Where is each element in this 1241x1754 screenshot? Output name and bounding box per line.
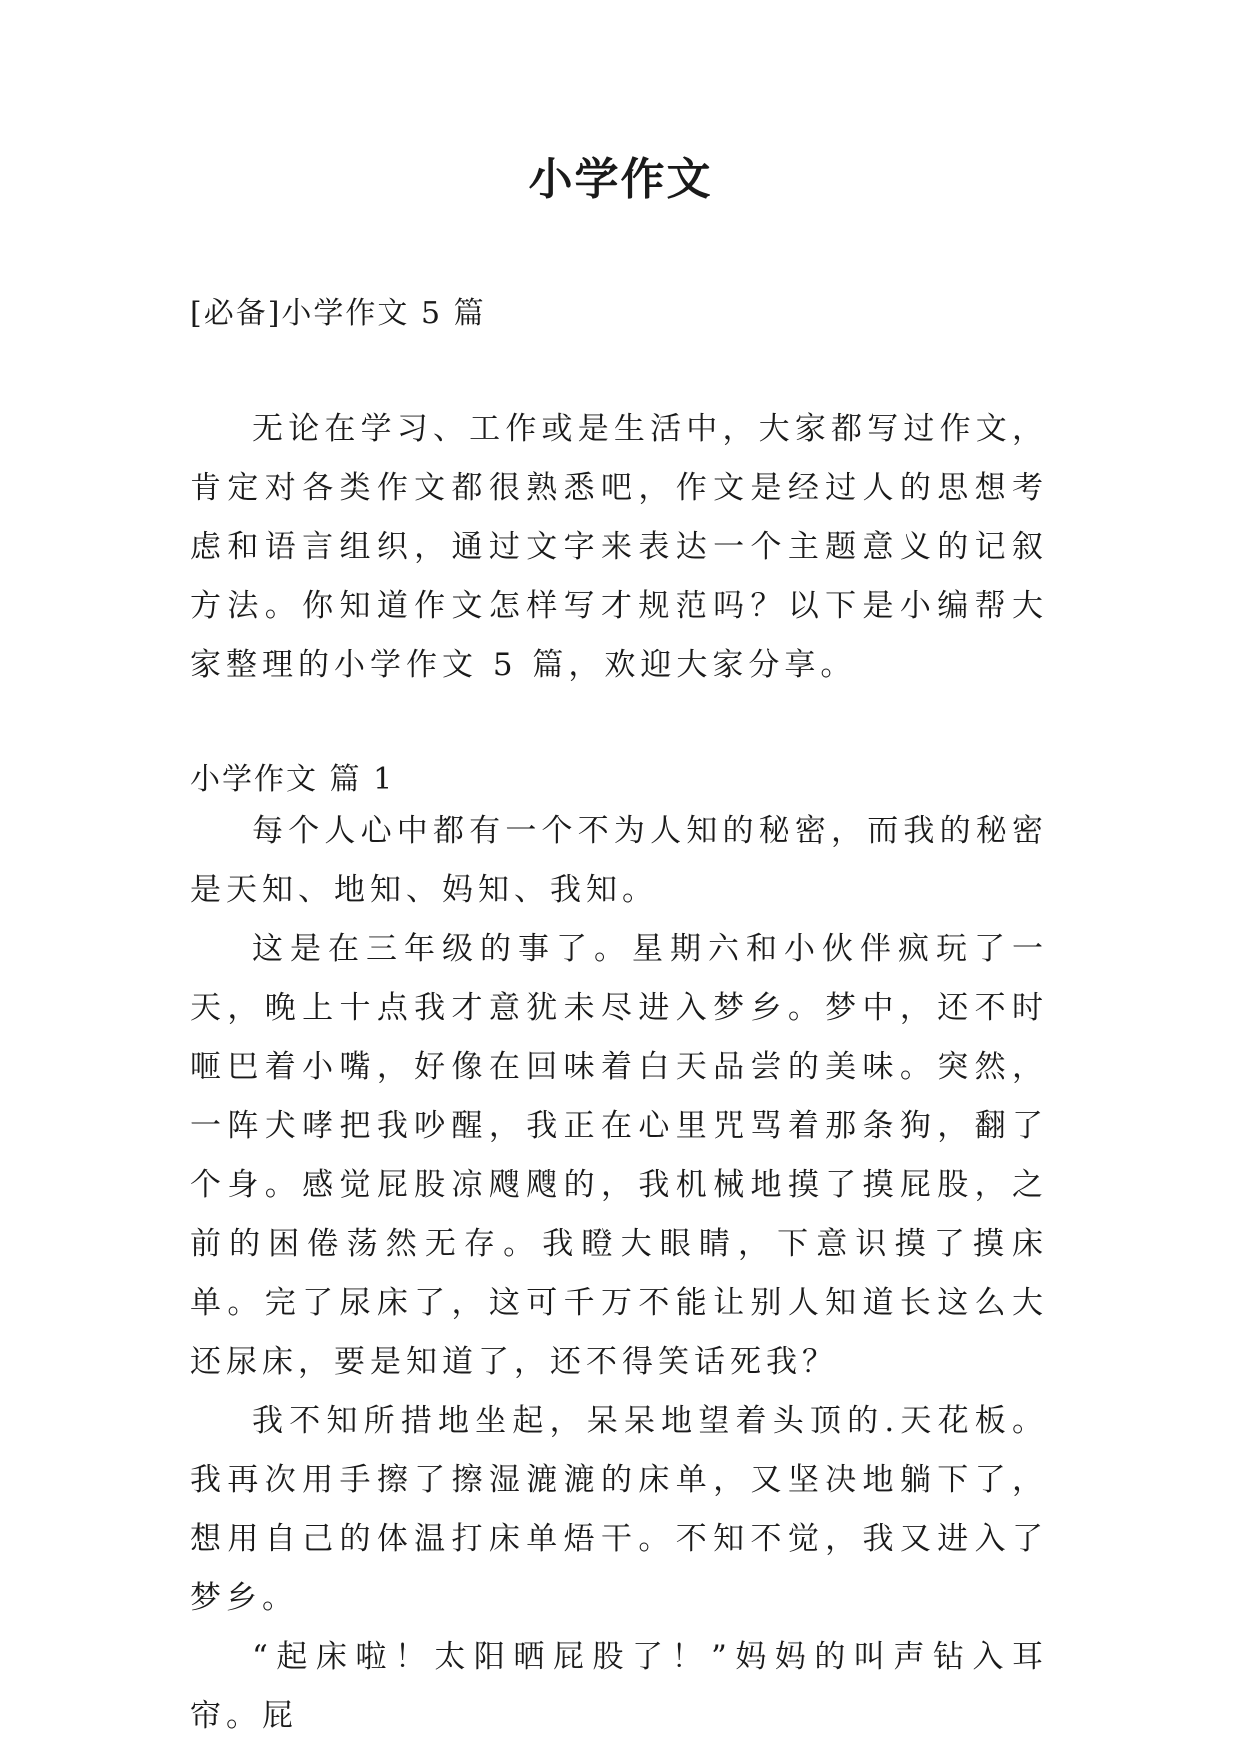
intro-paragraph: 无论在学习、工作或是生活中，大家都写过作文，肯定对各类作文都很熟悉吧，作文是经过人的思想考虑和语言组织，通过文字来表达一个主题意义的记叙方法。你知道作文怎样写才规范吗？以下是小编帮大家整理的小学作文 5 篇，欢迎大家分享。	[190, 411, 1048, 683]
intro-section	[190, 400, 1048, 695]
essay-paragraph: 每个人心中都有一个不为人知的秘密，而我的秘密是天知、地知、妈知、我知。	[190, 813, 1048, 908]
document-subtitle: [必备]小学作文 5 篇	[190, 296, 486, 331]
essay-1-body	[190, 802, 1048, 1746]
essay-1-heading: 小学作文 篇 1	[190, 762, 395, 797]
document-title: 小学作文	[528, 154, 713, 205]
essay-paragraph: 我不知所措地坐起，呆呆地望着头顶的.天花板。我再次用手擦了擦湿漉漉的床单，又坚决地躺下了，想用自己的体温打床单焐干。不知不觉，我又进入了梦乡。	[190, 1403, 1048, 1616]
essay-paragraph: “起床啦！太阳晒屁股了！”妈妈的叫声钻入耳帘。屁	[190, 1639, 1048, 1734]
essay-paragraph: 这是在三年级的事了。星期六和小伙伴疯玩了一天，晚上十点我才意犹未尽进入梦乡。梦中，还不时咂巴着小嘴，好像在回味着白天品尝的美味。突然，一阵犬哮把我吵醒，我正在心里咒骂着那条狗，翻了个身。感觉屁股凉飕飕的，我机械地摸了摸屁股，之前的困倦荡然无存。我瞪大眼睛，下意识摸了摸床单。完了尿床了，这可千万不能让别人知道长这么大还尿床，要是知道了，还不得笑话死我？	[190, 931, 1048, 1380]
